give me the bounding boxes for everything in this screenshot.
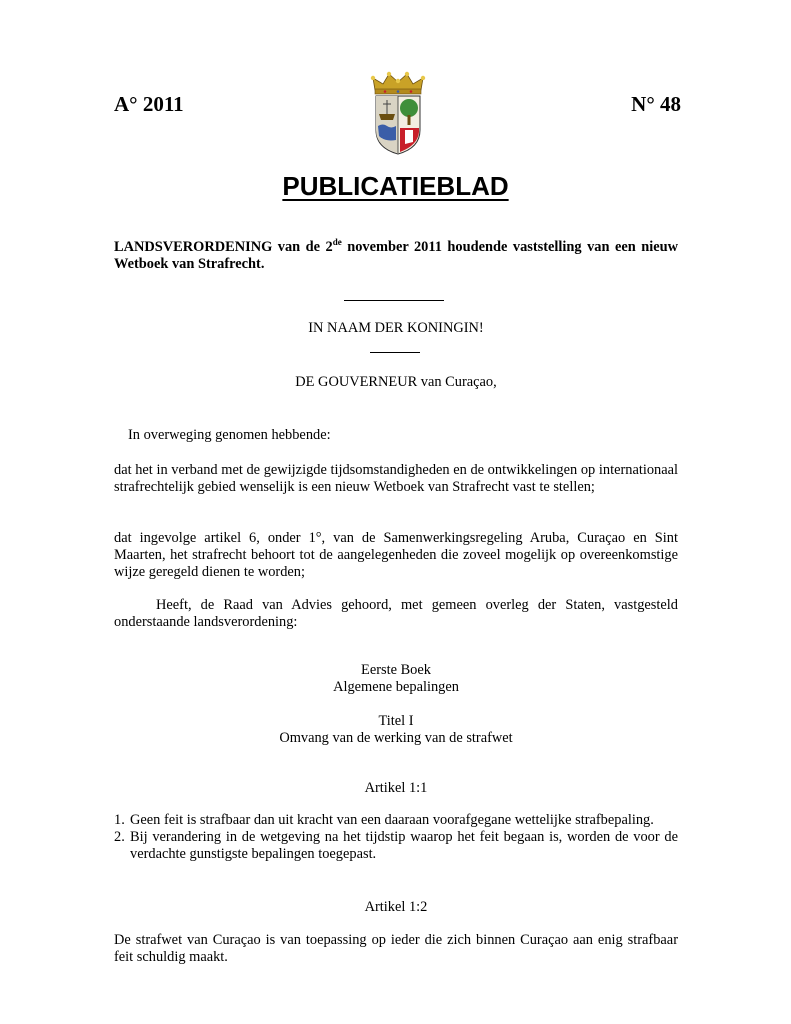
artikel-1-1-list <box>114 812 678 863</box>
landsverordening-part2: november 2011 houdende vaststelling van een nieuw Wetboek van Strafrecht. <box>114 239 678 272</box>
in-naam-der-koningin: IN NAAM DER KONINGIN! <box>308 320 484 336</box>
list-item-text: Bij verandering in de wetgeving na het tijdstip waarop het feit begaan is, worden de voor de verdachte gunstigste bepalingen toegepast. <box>130 829 678 862</box>
considerans-paragraph-1: dat het in verband met de gewijzigde tijdsomstandigheden en de ontwikkelingen op internationaal strafrechtelijk gebied wenselijk is een nieuw Wetboek van Strafrecht vast te stellen; <box>114 462 678 495</box>
publication-number: N° 48 <box>631 92 681 116</box>
landsverordening-heading <box>114 239 678 273</box>
considerans-paragraph-2: dat ingevolge artikel 6, onder 1°, van de Samenwerkingsregeling Aruba, Curaçao en Sint Maarten, het strafrecht behoort tot de aangelegenheden die zoveel mogelijk op overeenkomstige wijze geregeld dienen te worden; <box>114 530 678 580</box>
list-item-text: Geen feit is strafbaar dan uit kracht van een daaraan voorafgegane wettelijke strafbepaling. <box>130 812 654 828</box>
divider-rule-short <box>370 352 420 353</box>
divider-rule <box>344 300 444 301</box>
titel-subtitle: Omvang van de werking van de strafwet <box>279 730 513 746</box>
gouverneur-line: DE GOUVERNEUR van Curaçao, <box>295 374 497 390</box>
list-item <box>114 812 678 829</box>
publication-year: A° 2011 <box>114 92 184 116</box>
titel-label: Titel I <box>378 713 414 729</box>
landsverordening-part1: LANDSVERORDENING van de 2 <box>114 239 333 255</box>
coat-of-arms-icon <box>369 70 427 156</box>
artikel-1-2-heading: Artikel 1:2 <box>364 899 428 915</box>
artikel-1-2-text: De strafwet van Curaçao is van toepassing op ieder die zich binnen Curaçao aan enig strafbaar feit schuldig maakt. <box>114 932 678 965</box>
boek-subtitle: Algemene bepalingen <box>333 679 459 695</box>
artikel-1-1-heading: Artikel 1:1 <box>364 780 428 796</box>
list-item-number: 1. <box>114 812 125 828</box>
overweging-line: In overweging genomen hebbende: <box>128 427 331 443</box>
landsverordening-sup: de <box>332 237 342 247</box>
list-item-number: 2. <box>114 829 125 845</box>
boek-label: Eerste Boek <box>361 662 431 678</box>
heeft-paragraph: Heeft, de Raad van Advies gehoord, met gemeen overleg der Staten, vastgesteld onderstaande landsverordening: <box>114 597 678 630</box>
list-item <box>114 829 678 863</box>
page-title: PUBLICATIEBLAD <box>282 171 509 201</box>
